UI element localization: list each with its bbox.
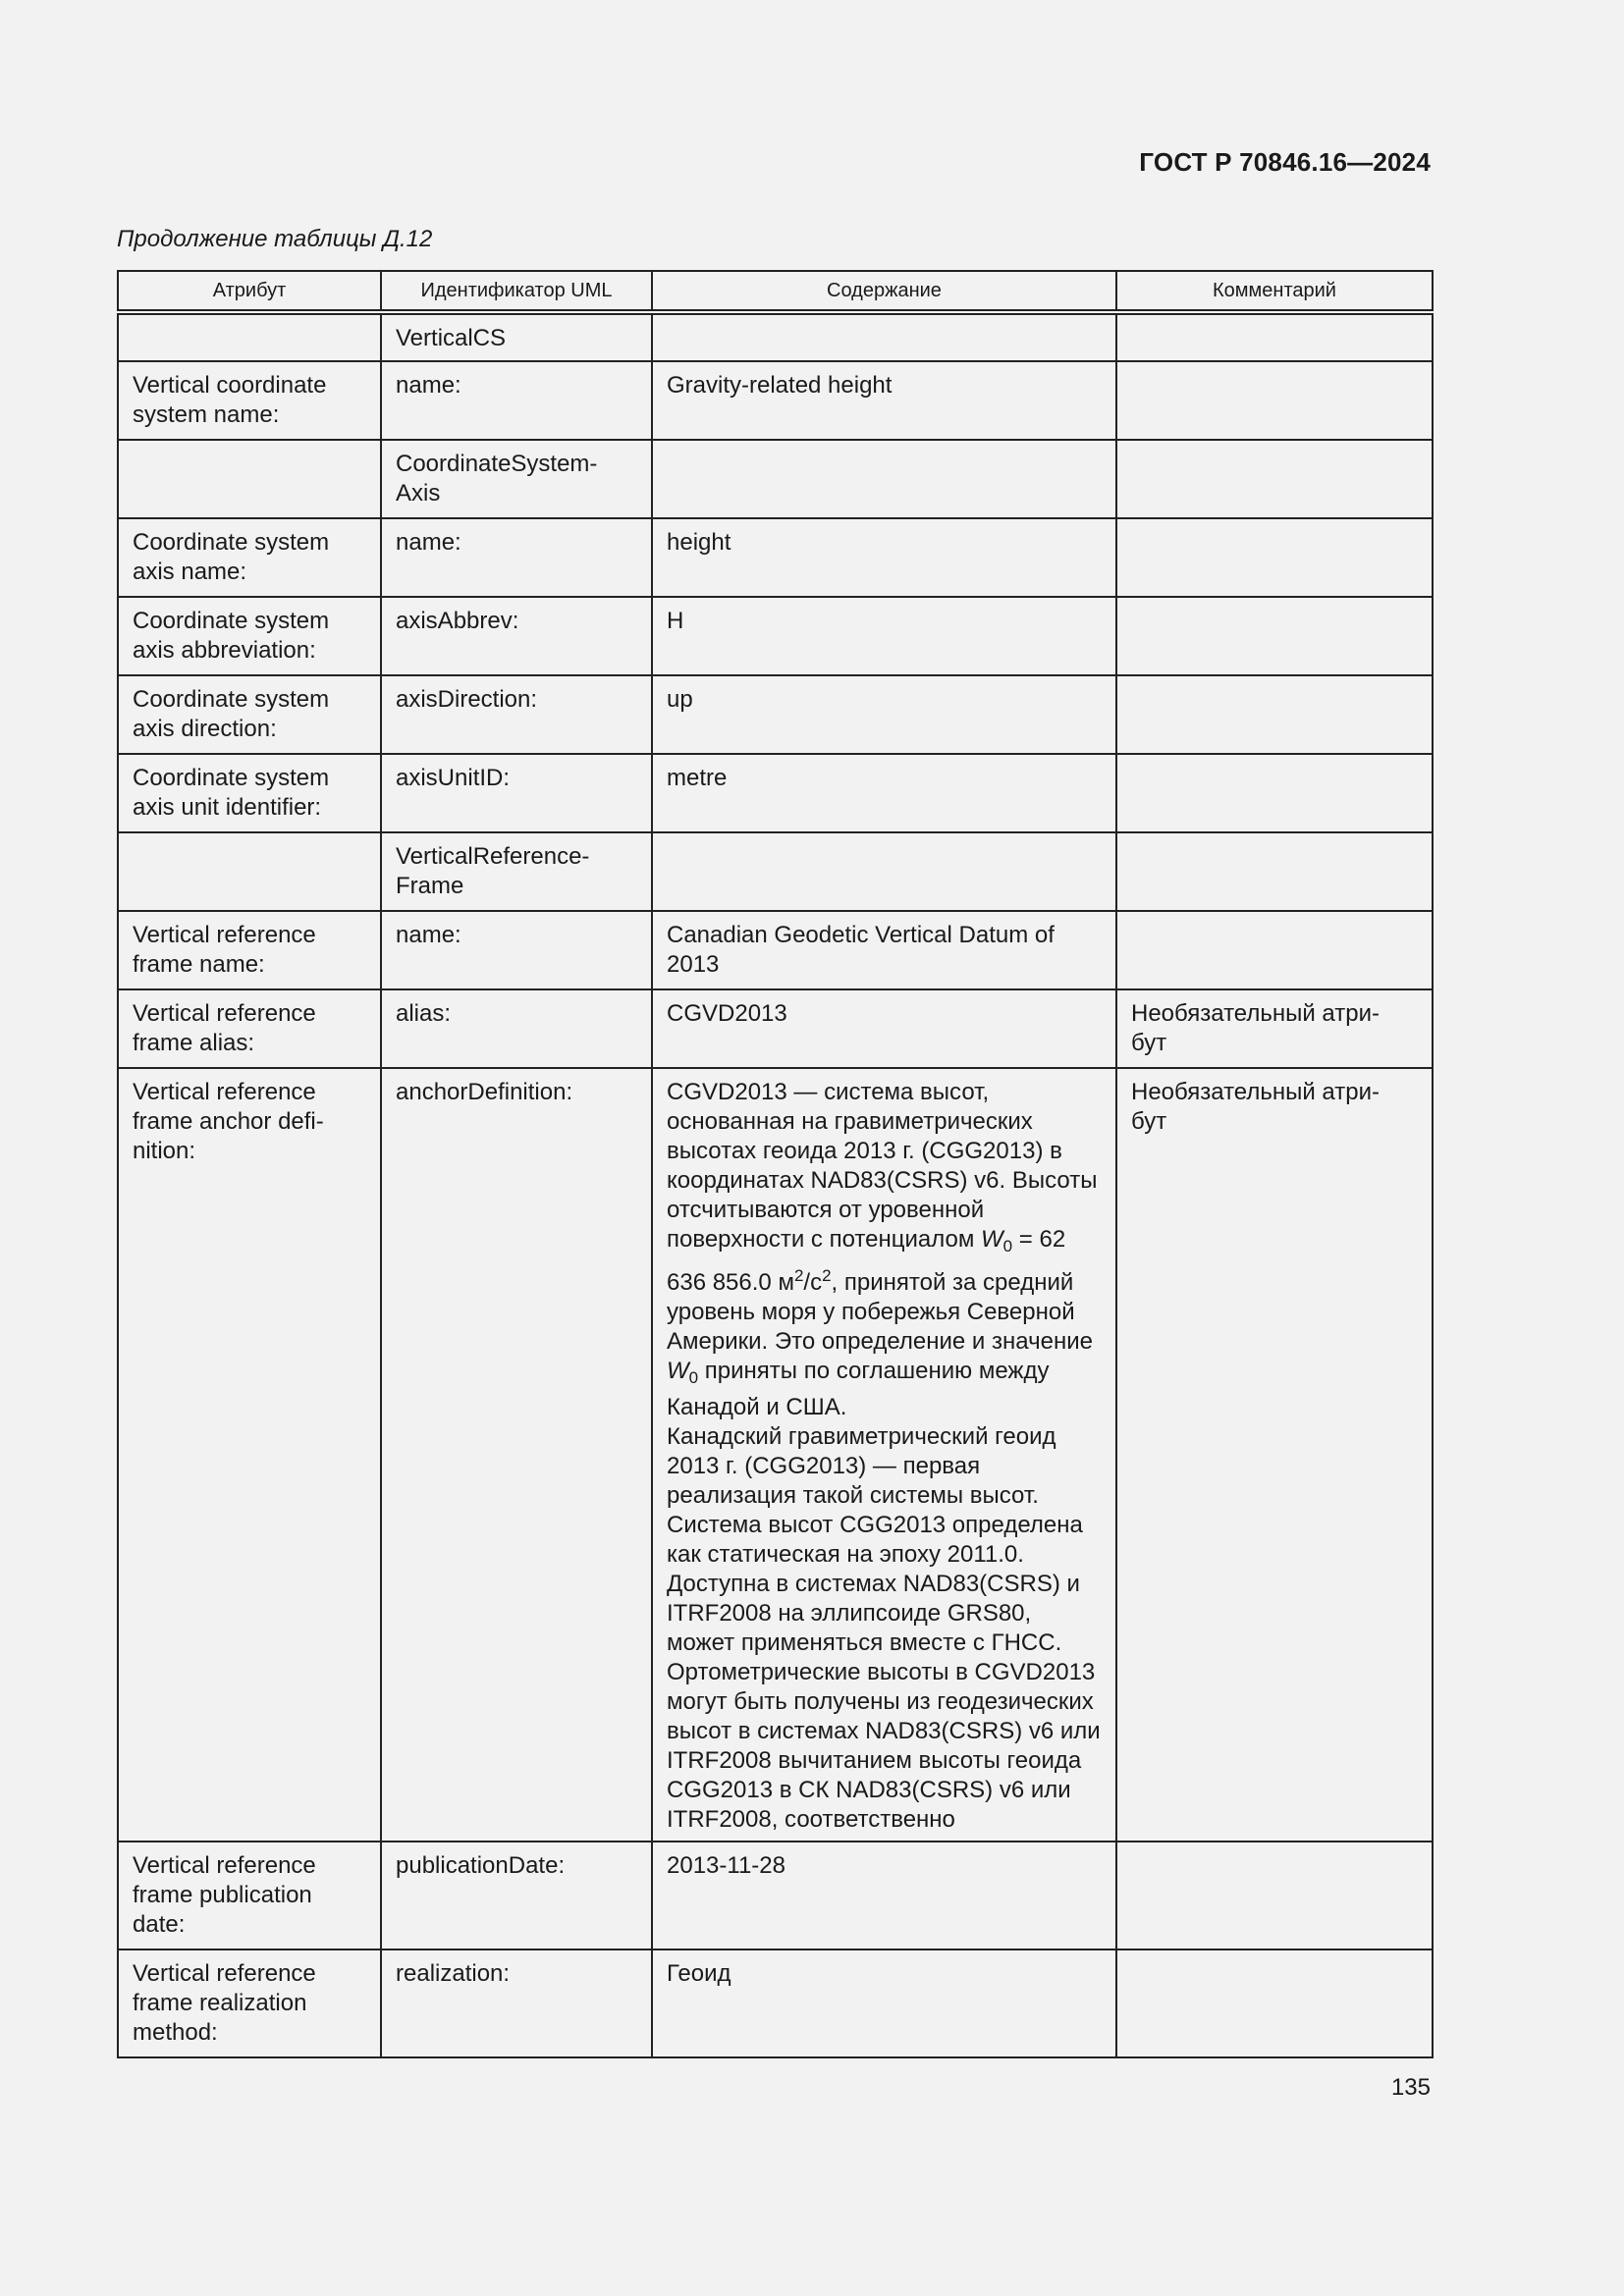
cell-comment xyxy=(1116,518,1433,597)
table-row xyxy=(118,1068,1433,1842)
cell-uml: axisUnitID: xyxy=(381,754,652,832)
cell-uml: name: xyxy=(381,518,652,597)
table-row xyxy=(118,832,1433,911)
table-row xyxy=(118,361,1433,440)
w0-symbol: W xyxy=(667,1358,689,1384)
cell-attribute: Vertical reference frame name: xyxy=(118,911,381,989)
anchor-definition-paragraph-2: Канадский гравиметрический геоид 2013 г. (CGG2013) — первая реализация такой системы высот. Система высот CGG2013 определена как статическая на эпоху 2011.0. Доступна в системах NAD83(CSRS) и ITRF2008 на эллипсоиде GRS80, может применяться вместе с ГНСС. Ортометрические высоты в CGVD2013 могут быть получены из геодезических высот в системах NAD83(CSRS) v6 или ITRF2008 вычитанием высоты геоида CGG2013 в СК NAD83(CSRS) v6 или ITRF2008, соответственно xyxy=(667,1423,1101,1833)
cell-comment xyxy=(1116,1949,1433,2057)
cell-comment xyxy=(1116,675,1433,754)
cell-attribute: Vertical reference frame publication date: xyxy=(118,1842,381,1949)
cell-content: Gravity-related height xyxy=(652,361,1116,440)
column-header-content: Содержание xyxy=(652,271,1116,312)
cell-attribute xyxy=(118,832,381,911)
cell-uml: publicationDate: xyxy=(381,1842,652,1949)
cell-content: height xyxy=(652,518,1116,597)
table-row xyxy=(118,518,1433,597)
cell-content xyxy=(652,832,1116,911)
cell-uml: name: xyxy=(381,361,652,440)
cell-attribute: Vertical reference frame alias: xyxy=(118,989,381,1068)
cell-content: Геоид xyxy=(652,1949,1116,2057)
anchor-definition-paragraph-1: CGVD2013 — система высот, основанная на гравиметрических высотах геоида 2013 г. (CGG2013) в координатах NAD83(CSRS) v6. Высоты отсчитываются от уровенной поверхности с потенциалом $W_0 = 62$ 636 856.0 $м^2/с^2$, принятой за средний уровень моря у побережья Северной Америки. Это определение и значение $W_0$ приняты по соглашению между Канадой и США. xyxy=(667,1079,1098,1420)
column-header-uml-identifier: Идентификатор UML xyxy=(381,271,652,312)
table-row xyxy=(118,989,1433,1068)
cell-attribute xyxy=(118,440,381,518)
table-row xyxy=(118,1842,1433,1949)
cell-comment xyxy=(1116,597,1433,675)
cell-content xyxy=(652,312,1116,361)
cell-content: Canadian Geodetic Vertical Datum of 2013 xyxy=(652,911,1116,989)
cell-uml: realization: xyxy=(381,1949,652,2057)
cell-attribute: Vertical reference frame realization method: xyxy=(118,1949,381,2057)
cell-comment xyxy=(1116,754,1433,832)
cell-uml: CoordinateSystem- Axis xyxy=(381,440,652,518)
table-row xyxy=(118,675,1433,754)
cell-comment xyxy=(1116,312,1433,361)
cell-content: up xyxy=(652,675,1116,754)
table-row xyxy=(118,911,1433,989)
w0-symbol: W xyxy=(981,1226,1003,1253)
cell-content: H xyxy=(652,597,1116,675)
cell-comment xyxy=(1116,440,1433,518)
cell-comment: Необязательный атри- бут xyxy=(1116,1068,1433,1842)
table-row xyxy=(118,754,1433,832)
cell-attribute: Vertical reference frame anchor defi- nition: xyxy=(118,1068,381,1842)
cell-attribute: Vertical coordinate system name: xyxy=(118,361,381,440)
table-row xyxy=(118,312,1433,361)
cell-uml: name: xyxy=(381,911,652,989)
column-header-attribute: Атрибут xyxy=(118,271,381,312)
column-header-comment: Комментарий xyxy=(1116,271,1433,312)
table-row xyxy=(118,1949,1433,2057)
table-row xyxy=(118,440,1433,518)
cell-comment xyxy=(1116,911,1433,989)
cell-uml: VerticalReference- Frame xyxy=(381,832,652,911)
cell-content xyxy=(652,1068,1116,1842)
cell-comment xyxy=(1116,361,1433,440)
cell-uml: anchorDefinition: xyxy=(381,1068,652,1842)
cell-content: 2013-11-28 xyxy=(652,1842,1116,1949)
cell-uml: alias: xyxy=(381,989,652,1068)
page-number: 135 xyxy=(1390,2074,1431,2101)
cell-uml: axisDirection: xyxy=(381,675,652,754)
cell-uml: VerticalCS xyxy=(381,312,652,361)
cell-content xyxy=(652,440,1116,518)
cell-comment xyxy=(1116,1842,1433,1949)
cell-content: metre xyxy=(652,754,1116,832)
table-header-row xyxy=(118,271,1433,312)
cell-attribute: Coordinate system axis unit identifier: xyxy=(118,754,381,832)
cell-attribute: Coordinate system axis direction: xyxy=(118,675,381,754)
cell-comment xyxy=(1116,832,1433,911)
cell-comment: Необязательный атри- бут xyxy=(1116,989,1433,1068)
document-standard-code: ГОСТ Р 70846.16—2024 xyxy=(1139,147,1431,177)
attributes-table xyxy=(117,270,1434,2058)
cell-uml: axisAbbrev: xyxy=(381,597,652,675)
table-row xyxy=(118,597,1433,675)
cell-attribute: Coordinate system axis name: xyxy=(118,518,381,597)
cell-attribute: Coordinate system axis abbreviation: xyxy=(118,597,381,675)
table-continuation-caption: Продолжение таблицы Д.12 xyxy=(117,226,433,252)
cell-content: CGVD2013 xyxy=(652,989,1116,1068)
cell-attribute xyxy=(118,312,381,361)
